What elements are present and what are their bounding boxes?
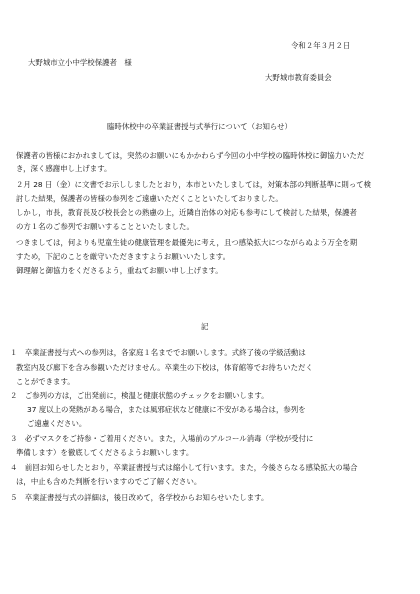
document-sender: 大野城市教育委員会	[265, 73, 332, 82]
document-date: 令和２年３月２日	[291, 41, 351, 50]
body-paragraph-line: 保護者の皆様におかれましては，突然のお願いにもかかわらず今回の小中学校の臨時休校に御協力いただ	[16, 151, 365, 160]
body-paragraph-line: き，深く感謝申し上げます。	[16, 164, 112, 173]
notice-item-line: ２ ご参列の方は，ご出発前に，検温と健康状態のチェックをお願いします。	[10, 391, 269, 400]
notice-item-line: ことができます。	[16, 377, 75, 386]
notice-item-line: ５ 卒業証書授与式の詳細は，後日改めて，各学校からお知らせいたします。	[10, 493, 269, 502]
body-paragraph-line: ２月 28 日（金）に文書でお示ししましたとおり，本市といたしましては，対策本部の判断基準に則って検	[16, 180, 372, 189]
body-paragraph-line: すため，下記のことを厳守いただきますようお願いいたします。	[16, 252, 231, 261]
body-paragraph-line: 御理解と御協力をくださるよう，重ねてお願い申し上げます。	[16, 266, 223, 275]
notice-item-line: は，中止も含めた判断を行いますのでご了解ください。	[16, 477, 202, 486]
notice-item-line: 準備します）を徹底してくださるようお願いします。	[16, 448, 194, 457]
body-paragraph-line: 討した結果，保護者の皆様の参列をご遠慮いただくことといたしておりました。	[16, 194, 283, 203]
notice-item-line: ４ 前回お知らせしたとおり，卒業証書授与式は縮小して行います。また，今後さらなる感染拡大の場合	[10, 463, 358, 472]
notice-item-line: 教室内及び廊下を含み参観いただけません。卒業生の下校は，体育館等でお待ちいただく	[16, 363, 313, 372]
notice-item-line: ３ 必ずマスクをご持参・ご着用ください。また，入場前のアルコール消毒（学校が受付に	[10, 434, 314, 443]
document-title: 臨時休校中の卒業証書授与式挙行について（お知らせ）	[107, 122, 292, 131]
notice-item-line: １ 卒業証書授与式への参列は，各家庭１名まででお願いします。式終了後の学級活動は	[10, 348, 306, 357]
notice-item-line: 37 度以上の発熱がある場合，または風邪症状など健康に不安がある場合は，参列を	[27, 405, 306, 414]
notice-item-line: ご遠慮ください。	[27, 419, 87, 428]
ki-heading: 記	[201, 322, 209, 331]
document-recipient: 大野城市立小中学校保護者 様	[28, 58, 132, 67]
body-paragraph-line: しかし，市長，教育長及び校長会との熟慮の上，近隣自治体の対応も参考にして検討した結果，保護者	[16, 208, 357, 217]
body-paragraph-line: の方１名のご参列でお願いすることといたしました。	[16, 222, 194, 231]
body-paragraph-line: つきましては，何よりも児童生徒の健康管理を最優先に考え，且つ感染拡大につながらぬよう万全を期	[16, 238, 358, 247]
